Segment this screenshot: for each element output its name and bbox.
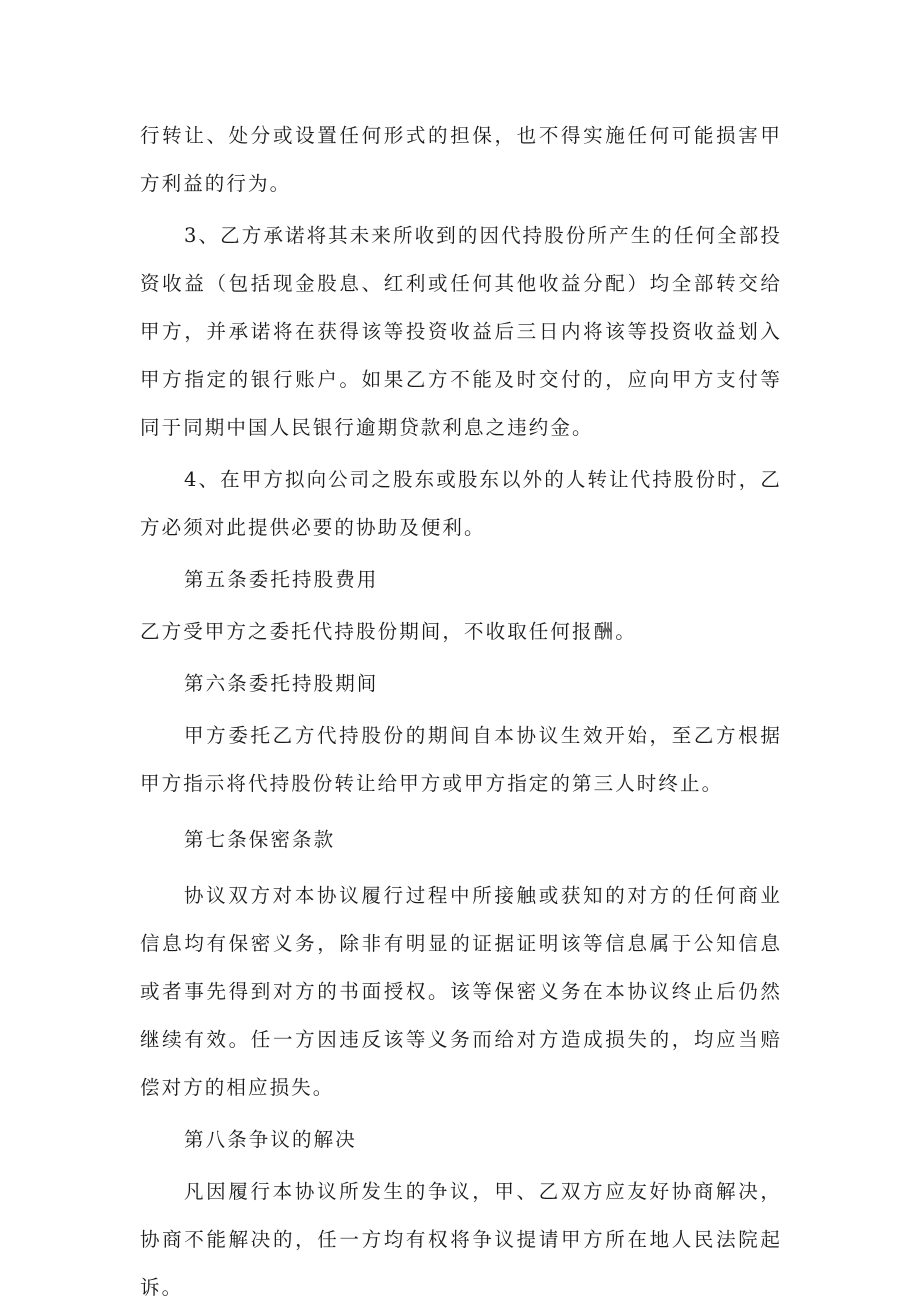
paragraph-clause-4: 4、在甲方拟向公司之股东或股东以外的人转让代持股份时，乙方必须对此提供必要的协助及便利。 [140, 468, 782, 539]
heading-article-7: 第七条保密条款 [184, 828, 336, 851]
paragraph-article-6: 甲方委托乙方代持股份的期间自本协议生效开始，至乙方根据甲方指示将代持股份转让给甲方或甲方指定的第三人时终止。 [140, 724, 782, 795]
paragraph-continuation: 行转让、处分或设置任何形式的担保，也不得实施任何可能损害甲方利益的行为。 [140, 124, 782, 195]
heading-article-5: 第五条委托持股费用 [184, 568, 379, 591]
paragraph-article-7: 协议双方对本协议履行过程中所接触或获知的对方的任何商业信息均有保密义务，除非有明显的证据证明该等信息属于公知信息或者事先得到对方的书面授权。该等保密义务在本协议终止后仍然继续有效。任一方因违反该等义务而给对方造成损失的，均应当赔偿对方的相应损失。 [140, 884, 782, 1099]
paragraph-clause-3: 3、乙方承诺将其未来所收到的因代持股份所产生的任何全部投资收益（包括现金股息、红利或任何其他收益分配）均全部转交给甲方，并承诺将在获得该等投资收益后三日内将该等投资收益划入甲方指定的银行账户。如果乙方不能及时交付的，应向甲方支付等同于同期中国人民银行逾期贷款利息之违约金。 [140, 224, 782, 439]
document-page [140, 112, 782, 1312]
heading-article-6: 第六条委托持股期间 [184, 672, 379, 695]
paragraph-article-8: 凡因履行本协议所发生的争议，甲、乙双方应友好协商解决，协商不能解决的，任一方均有权将争议提请甲方所在地人民法院起诉。 [140, 1180, 782, 1299]
paragraph-article-5: 乙方受甲方之委托代持股份期间，不收取任何报酬。 [140, 620, 637, 643]
heading-article-8: 第八条争议的解决 [184, 1128, 357, 1151]
